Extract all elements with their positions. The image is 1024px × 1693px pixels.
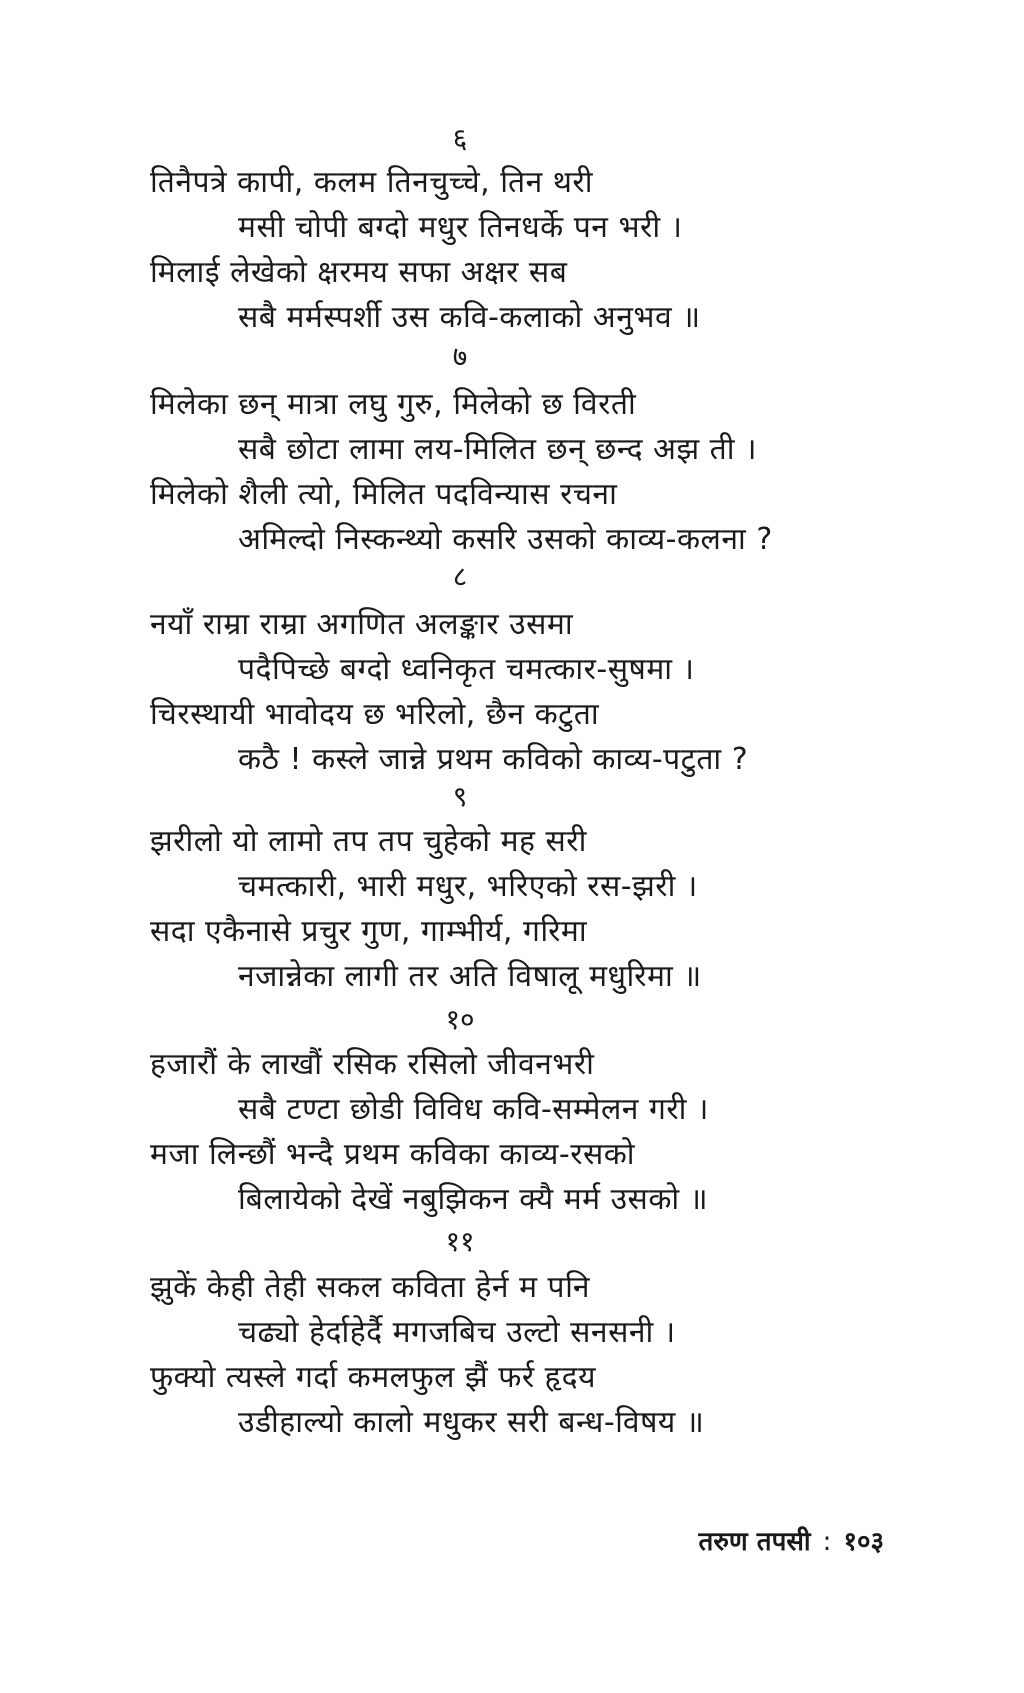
verse-line: मिलाई लेखेको क्षरमय सफा अक्षर सब (150, 255, 568, 290)
verse-line: सबै छोटा लामा लय-मिलित छन् छन्द अझ ती । (238, 432, 757, 467)
page-footer (699, 1525, 884, 1559)
stanza-number: ११ (445, 1225, 475, 1258)
verse-line: बिलायेको देखें नबुझिकन क्यै मर्म उसको ॥ (238, 1182, 709, 1217)
page-number: १०३ (843, 1527, 884, 1557)
verse-line: मसी चोपी बग्दो मधुर तिनधर्के पन भरी । (238, 210, 683, 245)
verse-line: चमत्कारी, भारी मधुर, भरिएको रस-झरी । (238, 869, 698, 904)
verse-line: चढ्यो हेर्दाहेर्दै मगजबिच उल्टो सनसनी । (238, 1315, 676, 1350)
book-title: तरुण तपसी (698, 1527, 811, 1557)
verse-line: चिरस्थायी भावोदय छ भरिलो, छैन कटुता (150, 697, 600, 732)
verse-line: झुकें केही तेही सकल कविता हेर्न म पनि (150, 1270, 591, 1305)
verse-line: सबै मर्मस्पर्शी उस कवि-कलाको अनुभव ॥ (238, 300, 701, 335)
verse-line: मजा लिन्छौं भन्दै प्रथम कविका काव्य-रसको (150, 1137, 636, 1172)
verse-line: नजान्नेका लागी तर अति विषालू मधुरिमा ॥ (238, 959, 702, 994)
verse-line: नयाँ राम्रा राम्रा अगणित अलङ्कार उसमा (150, 607, 574, 642)
verse-line: मिलेका छन् मात्रा लघु गुरु, मिलेको छ विरती (150, 387, 637, 422)
verse-line: फुक्यो त्यस्ले गर्दा कमलफुल झैं फर्र हृदय (150, 1360, 596, 1395)
verse-line: उडीहाल्यो कालो मधुकर सरी बन्ध-विषय ॥ (238, 1405, 705, 1440)
verse-line: तिनैपत्रे कापी, कलम तिनचुच्चे, तिन थरी (150, 165, 593, 200)
verse-line: झरीलो यो लामो तप तप चुहेको मह सरी (150, 824, 587, 859)
verse-line: हजारौं के लाखौं रसिक रसिलो जीवनभरी (150, 1047, 595, 1082)
verse-line: मिलेको शैली त्यो, मिलित पदविन्यास रचना (150, 477, 618, 512)
verse-line: कठै ! कस्ले जान्ने प्रथम कविको काव्य-पटुता ? (238, 742, 749, 777)
verse-line: सदा एकैनासे प्रचुर गुण, गाम्भीर्य, गरिमा (150, 914, 588, 949)
verse-line: अमिल्दो निस्कन्थ्यो कसरि उसको काव्य-कलना ? (238, 522, 773, 557)
verse-line: सबै टण्टा छोडी विविध कवि-सम्मेलन गरी । (238, 1092, 709, 1127)
stanza-number: १० (445, 1003, 475, 1036)
stanza-number: ७ (452, 340, 468, 373)
stanza-number: ६ (452, 122, 468, 155)
verse-line: पदैपिच्छे बग्दो ध्वनिकृत चमत्कार-सुषमा । (238, 652, 695, 687)
stanza-number: ८ (452, 560, 468, 593)
stanza-number: ९ (452, 780, 468, 813)
footer-separator: : (822, 1527, 832, 1557)
